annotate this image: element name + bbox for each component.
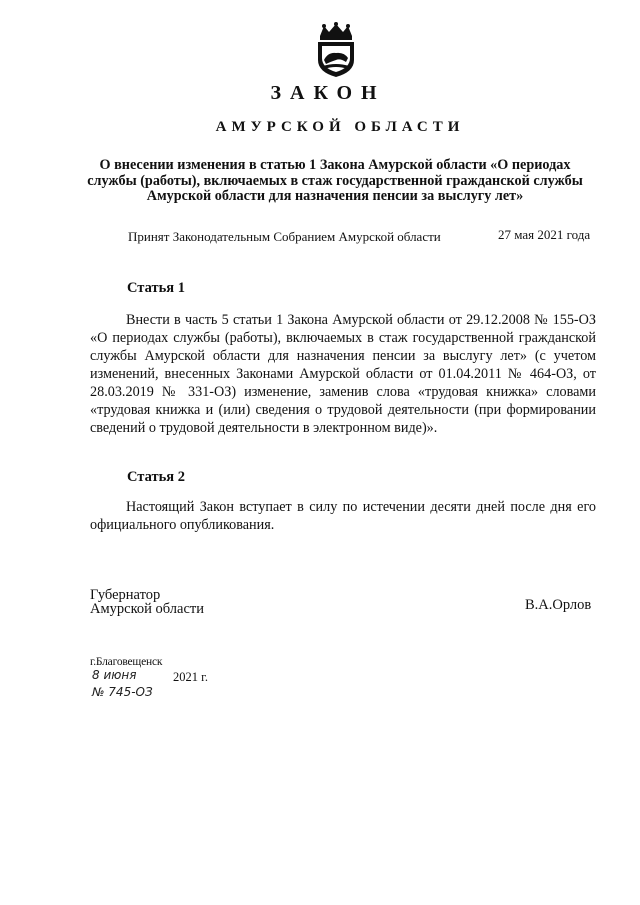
article-2-text: Настоящий Закон вступает в силу по истечении десяти дней после дня его официального опубликования.: [90, 499, 596, 533]
signatory-name: В.А.Орлов: [525, 597, 592, 613]
handwritten-law-number: № 745-ОЗ: [92, 685, 153, 699]
adoption-text: Принят Законодательным Собранием Амурской области: [128, 229, 441, 244]
amur-region-coat-of-arms-icon: [314, 22, 358, 78]
signatory-position: Губернатор Амурской области: [90, 587, 204, 617]
article-1-heading: Статья 1: [127, 280, 185, 296]
signing-city: г.Благовещенск: [90, 656, 163, 668]
document-type: ЗАКОН: [270, 82, 386, 104]
adoption-date: 27 мая 2021 года: [498, 227, 591, 242]
article-2-heading: Статья 2: [127, 469, 185, 485]
signing-year: 2021 г.: [173, 670, 208, 684]
law-title: О внесении изменения в статью 1 Закона Амурской области «О периодах службы (работы), включаемых в стаж государственной гражданской службы Амурской области для назначения пенсии за выслугу лет»: [87, 157, 583, 204]
region-name: АМУРСКОЙ ОБЛАСТИ: [215, 119, 465, 135]
handwritten-signing-date: 8 июня: [92, 668, 137, 682]
article-1-text: Внести в часть 5 статьи 1 Закона Амурской области от 29.12.2008 № 155-ОЗ «О периодах службы (работы), включаемых в стаж государственной гражданской службы Амурской области для назначения пенсии за выслугу лет» (с учетом изменений, внесенных Законами Амурской области от 01.04.2011 № 464-ОЗ, от 28.03.2019 № 331-ОЗ) изменение, заменив слова «трудовая книжка» словами «трудовая книжка и (или) сведения о трудовой деятельности (при формировании сведений о трудовой деятельности в электронном виде)».: [90, 312, 596, 436]
